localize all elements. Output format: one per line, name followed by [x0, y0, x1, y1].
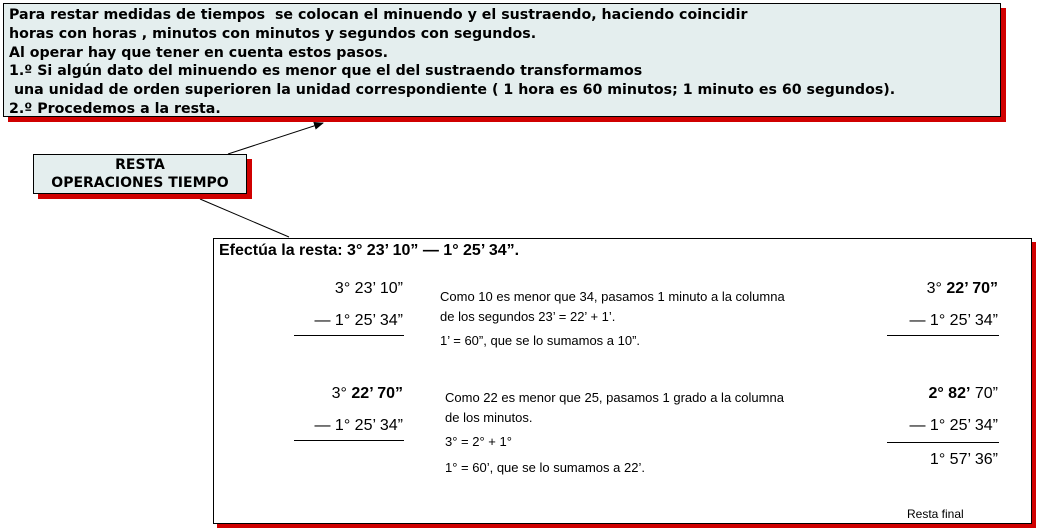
topic-label [33, 154, 247, 194]
intro-line: horas con horas , minutos con minutos y segundos con segundos. [9, 25, 537, 42]
step1-right-rule [887, 335, 999, 336]
topic-label-line: RESTA [115, 157, 165, 173]
step1-right-minuend [927, 280, 998, 298]
step2-right-minuend-bold: 2° 82’ [928, 385, 971, 402]
step1-note: 1’ = 60”, que se lo sumamos a 10”. [440, 333, 641, 348]
line-to-exercise [200, 199, 289, 237]
step2-note: Como 22 es menor que 25, pasamos 1 grado a la columna [445, 390, 784, 405]
step1-note: Como 10 es menor que 34, pasamos 1 minuto a la columna [440, 289, 785, 304]
step2-note: de los minutos. [445, 410, 533, 425]
intro-line: 1.º Si algún dato del minuendo es menor que el del sustraendo transformamos [9, 63, 643, 80]
step1-left-rule [294, 335, 404, 336]
step1-note: de los segundos 23’ = 22’ + 1’. [440, 309, 616, 324]
step1-right-subtrahend: — 1° 25’ 34” [909, 312, 998, 329]
step2-left-minuend-bold: 22’ 70” [351, 385, 403, 402]
step2-right-rule [887, 442, 999, 443]
step2-right-minuend-rest: 70” [974, 385, 998, 402]
exercise-box [213, 238, 1032, 524]
result-caption: Resta final [907, 507, 964, 521]
intro-line: 2.º Procedemos a la resta. [9, 100, 221, 117]
arrow-to-intro [228, 123, 323, 154]
step1-left-subtrahend: — 1° 25’ 34” [314, 312, 403, 329]
step2-left-rule [294, 440, 404, 441]
topic-label-line: OPERACIONES TIEMPO [51, 175, 229, 191]
step2-left-minuend-deg: 3° [331, 385, 347, 402]
step1-right-minuend-deg: 3° [926, 280, 942, 297]
step2-right-minuend [928, 385, 998, 403]
step2-right-subtrahend: — 1° 25’ 34” [909, 417, 998, 434]
exercise-heading: Efectúa la resta: 3° 23’ 10” — 1° 25’ 34”. [219, 242, 520, 259]
step1-right-minuend-bold: 22’ 70” [946, 280, 998, 297]
step2-result: 1° 57’ 36” [929, 451, 998, 468]
step2-note: 1° = 60’, que se lo sumamos a 22’. [445, 460, 645, 475]
step2-left-minuend [332, 385, 403, 403]
intro-line: Al operar hay que tener en cuenta estos pasos. [9, 44, 389, 61]
intro-line: una unidad de orden superioren la unidad correspondiente ( 1 hora es 60 minutos; 1 minuto es 60 segundos). [9, 82, 896, 99]
step2-left-subtrahend: — 1° 25’ 34” [314, 417, 403, 434]
step2-note: 3° = 2° + 1° [445, 434, 512, 449]
intro-line: Para restar medidas de tiempos se colocan el minuendo y el sustraendo, haciendo coincidir [9, 7, 748, 23]
step1-left-minuend: 3° 23’ 10” [334, 280, 403, 297]
